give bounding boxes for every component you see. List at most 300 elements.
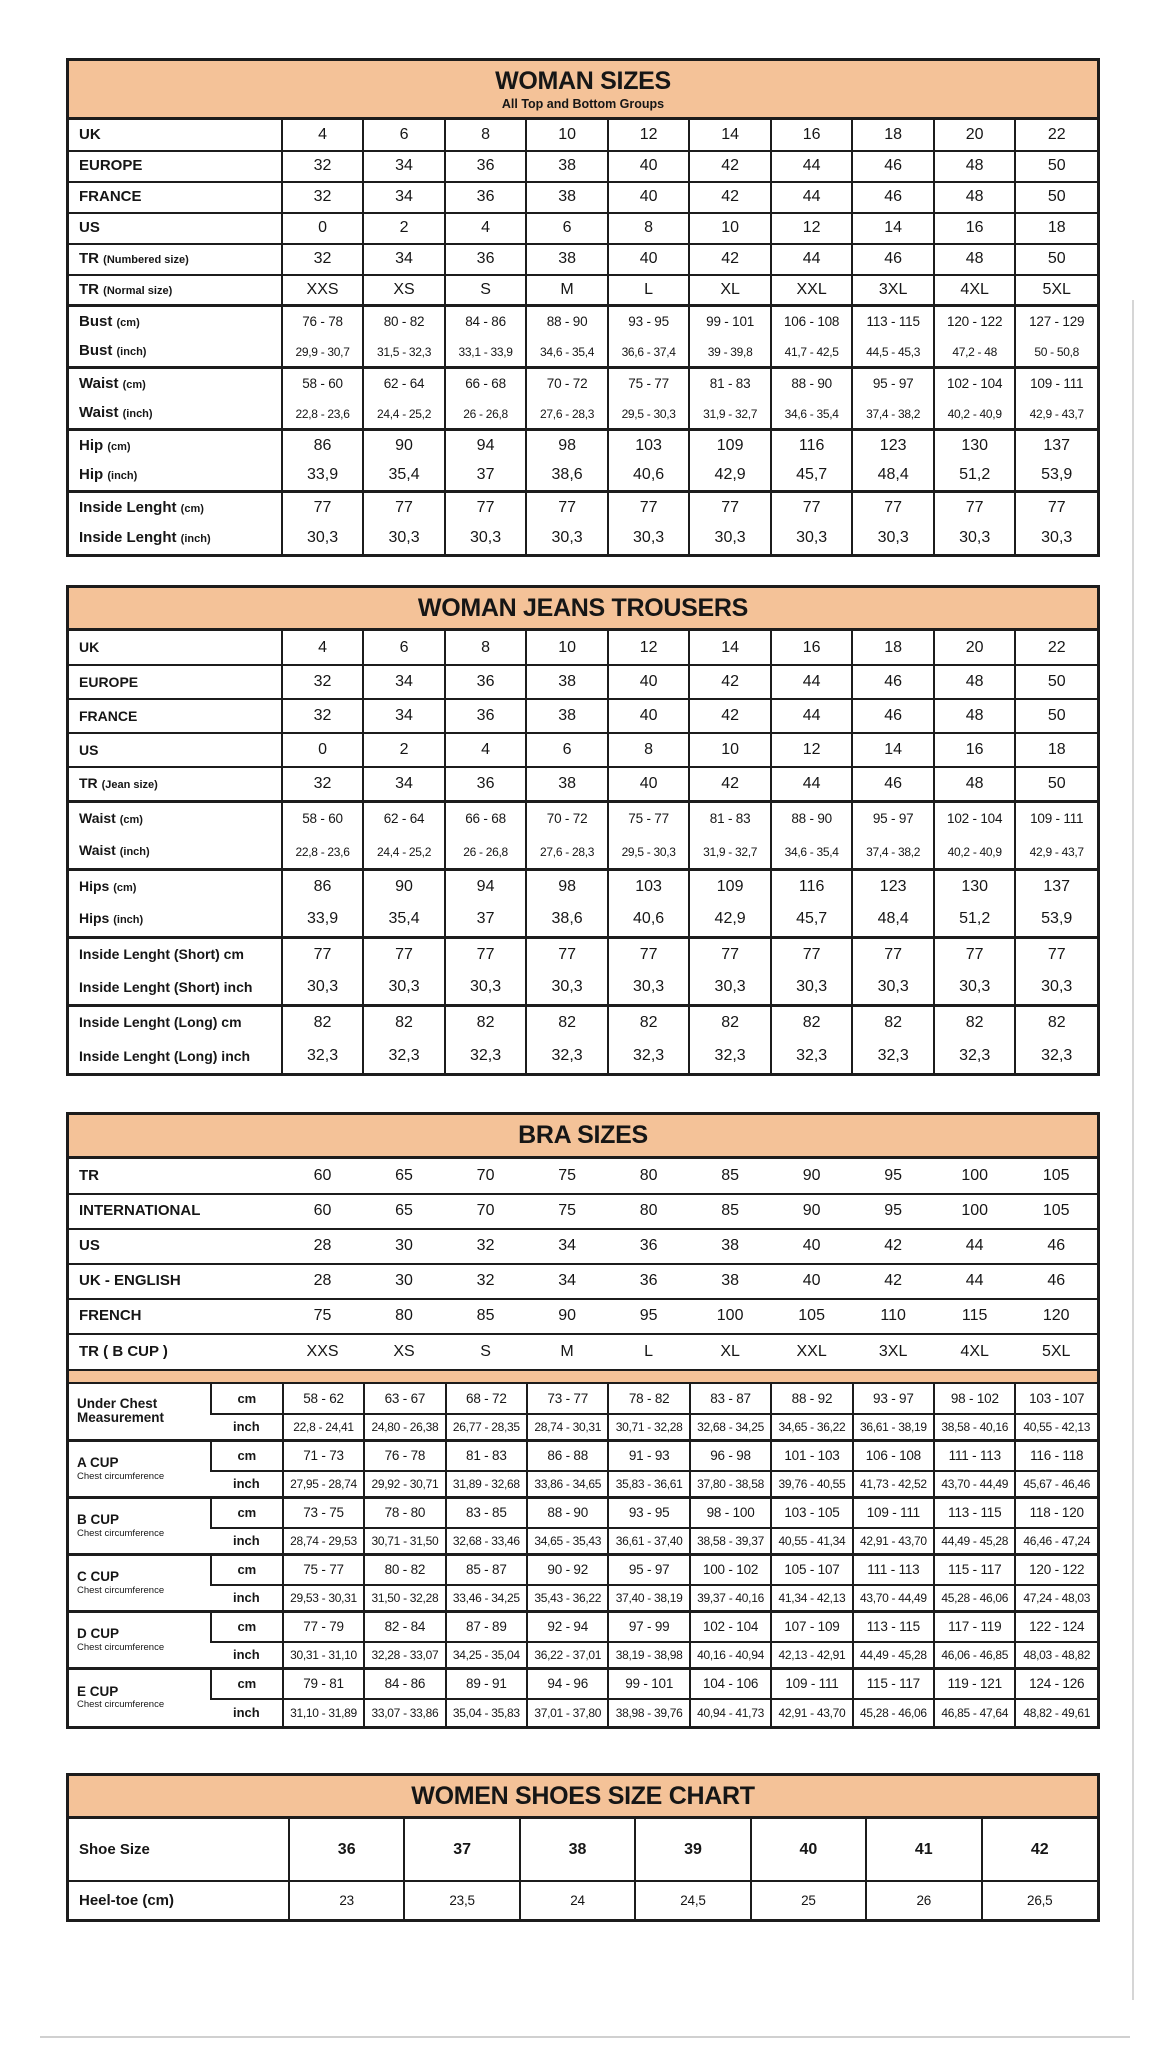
value-text: 34 [395, 157, 413, 174]
value-cell [446, 1414, 527, 1441]
value-cell [445, 306, 527, 337]
value-cell [446, 1585, 527, 1612]
value-cell [363, 523, 445, 554]
value-cell [852, 275, 934, 306]
value-text: 30,3 [551, 978, 583, 996]
value-cell [934, 399, 1016, 430]
value-text: 40 [639, 157, 658, 174]
value-text: 31,9 - 32,7 [703, 844, 758, 859]
value-cell [527, 1555, 608, 1585]
value-cell [282, 1194, 364, 1229]
table-row [69, 801, 1097, 835]
unit-cell: cm [211, 1441, 283, 1471]
value-cell [445, 869, 527, 903]
value-cell [445, 631, 527, 665]
value-text: 30,3 [551, 529, 583, 546]
value-cell [282, 767, 364, 801]
row-label-text: Hips [79, 877, 110, 894]
row-label-note: (cm) [107, 440, 131, 453]
value-cell [771, 869, 853, 903]
value-cell [527, 1441, 608, 1471]
scan-edge-artifact [1132, 300, 1134, 2000]
table-row [69, 461, 1097, 492]
value-cell [771, 733, 853, 767]
value-text: 37 [476, 910, 495, 928]
value-cell [852, 767, 934, 801]
value-cell [771, 903, 853, 937]
value-cell [689, 213, 771, 244]
row-label-text: US [79, 1237, 100, 1255]
value-text: 85 [721, 1202, 740, 1219]
value-cell [934, 733, 1016, 767]
value-text: 120 - 122 [1029, 1562, 1085, 1578]
value-text: 36 [476, 774, 495, 792]
value-cell [527, 1414, 608, 1441]
value-text: 31,50 - 32,28 [371, 1591, 439, 1606]
value-text: 12 [802, 219, 821, 236]
value-cell [363, 461, 445, 492]
value-cell [934, 971, 1016, 1005]
value-text: 89 - 91 [466, 1676, 507, 1692]
value-text: 62 - 64 [383, 376, 425, 392]
value-cell [934, 523, 1016, 554]
value-text: 58 - 60 [302, 376, 343, 392]
value-cell [771, 1414, 852, 1441]
value-text: 40,55 - 41,34 [778, 1534, 846, 1549]
row-label-text: TR ( B CUP ) [79, 1342, 168, 1360]
value-text: 77 [965, 498, 984, 516]
value-text: 53,9 [1041, 910, 1073, 928]
value-text: 26,5 [1027, 1893, 1053, 1908]
value-text: 40 [639, 673, 658, 690]
value-text: 32,68 - 33,46 [452, 1534, 520, 1549]
value-text: 48 [965, 250, 984, 267]
value-text: 38 [721, 1272, 740, 1289]
value-cell [771, 399, 853, 430]
value-cell [608, 430, 690, 461]
value-text: 44 [802, 707, 821, 724]
value-text: 43,70 - 44,49 [941, 1477, 1009, 1492]
value-text: 115 - 117 [948, 1562, 1002, 1578]
value-cell [445, 1334, 527, 1369]
table-row [69, 182, 1097, 213]
value-text: 30,3 [796, 529, 828, 546]
value-cell [771, 1384, 852, 1414]
value-cell [363, 492, 445, 523]
value-cell [282, 399, 364, 430]
value-cell [363, 430, 445, 461]
value-cell [282, 937, 364, 971]
value-text: 113 - 115 [866, 314, 920, 330]
value-text: 35,4 [388, 910, 420, 928]
value-cell [689, 971, 771, 1005]
value-cell [689, 869, 771, 903]
value-cell [1015, 1498, 1097, 1528]
value-cell [527, 1699, 608, 1726]
value-cell [689, 1194, 771, 1229]
row-label [69, 1612, 211, 1669]
value-text: 30,3 [1041, 529, 1073, 546]
value-cell [1015, 1699, 1097, 1726]
value-cell [526, 903, 608, 937]
bra-sizes-grid [69, 1159, 1097, 1726]
value-cell [852, 733, 934, 767]
value-text: 40 [639, 188, 658, 205]
row-label-text: Inside Lenght [79, 498, 177, 516]
value-cell [934, 182, 1016, 213]
value-cell [282, 869, 364, 903]
value-cell [771, 120, 853, 151]
row-label [69, 1005, 282, 1039]
value-cell [282, 903, 364, 937]
value-text: 90 [395, 877, 413, 895]
value-cell [852, 492, 934, 523]
row-label-text: Inside Lenght (Long) inch [79, 1047, 251, 1064]
value-text: 40 [802, 1272, 821, 1289]
value-text: 10 [558, 638, 576, 656]
value-cell [608, 1555, 689, 1585]
row-label-text: US [79, 741, 99, 758]
value-text: 28,74 - 29,53 [290, 1534, 357, 1549]
value-cell [282, 306, 364, 337]
value-cell [1015, 835, 1097, 869]
row-label-text: C CUP [77, 1569, 120, 1585]
value-text: 95 - 97 [628, 1562, 670, 1578]
value-text: 77 [721, 945, 740, 963]
row-label [69, 1159, 282, 1194]
value-text: 16 [965, 741, 984, 758]
value-cell [526, 1194, 608, 1229]
row-label [69, 1441, 211, 1498]
value-cell [445, 665, 527, 699]
unit-cell: inch [211, 1642, 283, 1669]
value-cell [1015, 1585, 1097, 1612]
value-text: 32,3 [633, 1047, 665, 1064]
row-label [69, 1264, 282, 1299]
value-text: 38 [721, 1237, 740, 1254]
row-label-text: FRANCE [79, 707, 138, 724]
value-cell [771, 1498, 852, 1528]
row-label [69, 733, 282, 767]
value-text: 77 [1047, 945, 1066, 963]
value-cell [608, 523, 690, 554]
value-cell [445, 368, 527, 399]
value-cell [446, 1699, 527, 1726]
value-text: 6 [399, 125, 409, 143]
row-label [69, 971, 282, 1005]
value-text: 30 [395, 1237, 413, 1254]
value-cell [526, 120, 608, 151]
value-text: 53,9 [1041, 466, 1073, 484]
value-cell [445, 801, 527, 835]
unit-cell: inch [211, 1585, 283, 1612]
value-text: 43,70 - 44,49 [859, 1591, 927, 1606]
value-cell [445, 733, 527, 767]
value-text: 36 [639, 1237, 658, 1254]
value-text: 106 - 108 [865, 1448, 921, 1464]
value-cell [282, 213, 364, 244]
value-text: 0 [318, 741, 327, 758]
value-text: 80 [395, 1307, 413, 1324]
value-text: 46 [884, 157, 903, 174]
value-text: 45,28 - 46,06 [859, 1706, 927, 1720]
value-text: 75 - 77 [628, 376, 669, 392]
value-text: 2 [399, 219, 409, 236]
value-text: 92 - 94 [547, 1619, 589, 1635]
table-row [69, 971, 1097, 1005]
table-row [69, 1881, 1097, 1919]
value-cell [852, 306, 934, 337]
value-cell [771, 244, 853, 275]
value-cell [608, 699, 690, 733]
table-row [69, 1555, 1097, 1585]
value-text: 36,6 - 37,4 [621, 344, 676, 359]
value-cell [283, 1441, 364, 1471]
row-label-text: US [79, 219, 100, 237]
value-cell [282, 523, 364, 554]
table-row [69, 1384, 1097, 1414]
value-text: 30,71 - 31,50 [371, 1534, 439, 1549]
value-text: XXS [306, 280, 339, 298]
value-cell [1015, 151, 1097, 182]
value-text: 44 [802, 188, 821, 205]
value-text: 35,43 - 36,22 [534, 1591, 602, 1606]
row-label [69, 937, 282, 971]
value-text: 77 [639, 498, 658, 516]
value-text: 10 [721, 741, 740, 758]
value-text: 27,95 - 28,74 [290, 1477, 357, 1492]
value-cell [771, 937, 853, 971]
value-cell [934, 213, 1016, 244]
row-label-text: EUROPE [79, 157, 143, 175]
value-text: 95 [884, 1166, 903, 1184]
row-label [69, 1334, 282, 1369]
value-text: 31,10 - 31,89 [290, 1706, 357, 1720]
value-cell [282, 733, 364, 767]
value-text: 0 [318, 219, 327, 236]
value-text: 46 [1047, 1237, 1066, 1254]
value-text: 95 [639, 1307, 658, 1324]
value-cell [526, 1159, 608, 1194]
value-cell [690, 1498, 771, 1528]
value-cell [934, 1471, 1015, 1498]
value-text: 27,6 - 28,3 [540, 844, 595, 859]
value-cell [608, 1039, 690, 1073]
value-cell [771, 1699, 852, 1726]
value-text: 85 [721, 1166, 740, 1184]
value-cell [363, 120, 445, 151]
value-cell [608, 1299, 690, 1334]
value-cell [363, 1005, 445, 1039]
value-text: 34,65 - 36,22 [778, 1420, 846, 1435]
value-text: 46 [884, 774, 903, 792]
value-text: 32 [313, 188, 332, 205]
value-text: 84 - 86 [465, 314, 506, 330]
value-text: 12 [802, 741, 821, 758]
value-cell [608, 120, 690, 151]
woman-sizes-grid [69, 120, 1097, 554]
value-cell [526, 182, 608, 213]
value-cell [445, 430, 527, 461]
row-label [69, 801, 282, 835]
table-row [69, 733, 1097, 767]
value-cell [608, 1441, 689, 1471]
value-cell [852, 368, 934, 399]
value-text: 83 - 85 [466, 1505, 507, 1521]
value-cell [771, 461, 853, 492]
value-text: 38 [558, 157, 576, 174]
value-cell [445, 971, 527, 1005]
value-text: 4 [481, 741, 491, 758]
value-text: 31,5 - 32,3 [377, 344, 432, 359]
value-cell [934, 1528, 1015, 1555]
value-text: 123 [879, 436, 907, 454]
unit-cell: inch [211, 1528, 283, 1555]
value-text: 76 - 78 [384, 1448, 426, 1464]
value-cell [689, 306, 771, 337]
value-text: 116 - 118 [1030, 1448, 1084, 1464]
value-text: 30,3 [1041, 978, 1073, 996]
value-cell [934, 430, 1016, 461]
value-text: 32,3 [470, 1047, 502, 1064]
value-text: 30,3 [959, 978, 991, 996]
value-text: 77 [721, 498, 740, 516]
table-row [69, 631, 1097, 665]
value-text: 79 - 81 [303, 1676, 344, 1692]
row-label-note: (inch) [180, 533, 211, 546]
value-text: 75 - 77 [628, 811, 669, 827]
value-cell [689, 461, 771, 492]
value-text: 110 [880, 1307, 906, 1324]
value-text: 115 [961, 1307, 988, 1324]
row-sublabel: Chest circumference [77, 1584, 165, 1596]
value-cell [526, 213, 608, 244]
value-text: 85 - 87 [466, 1562, 507, 1578]
value-text: 12 [639, 638, 658, 656]
table-row [69, 699, 1097, 733]
value-text: 31,89 - 32,68 [452, 1477, 520, 1492]
value-text: 105 [1042, 1166, 1070, 1184]
value-cell [608, 368, 690, 399]
value-text: 115 - 117 [866, 1676, 920, 1692]
value-text: 18 [1047, 219, 1066, 236]
value-cell [771, 1441, 852, 1471]
value-cell [526, 733, 608, 767]
value-text: 22,8 - 23,6 [295, 844, 350, 859]
value-text: 6 [562, 741, 572, 758]
value-text: 5XL [1041, 1342, 1071, 1360]
value-text: 34,25 - 35,04 [452, 1648, 520, 1663]
value-cell [689, 937, 771, 971]
value-cell [364, 1612, 445, 1642]
value-cell [446, 1528, 527, 1555]
value-cell [445, 1264, 527, 1299]
row-label-text: D CUP [77, 1626, 120, 1642]
women-shoes-title: WOMEN SHOES SIZE CHART [411, 1781, 755, 1810]
value-text: 39,76 - 40,55 [778, 1477, 846, 1492]
value-cell [1015, 767, 1097, 801]
value-text: 38,58 - 39,37 [697, 1534, 764, 1549]
table-row [69, 492, 1097, 523]
row-label-note: (inch) [116, 346, 147, 359]
value-cell [1015, 1005, 1097, 1039]
value-cell [689, 835, 771, 869]
value-cell [608, 1229, 690, 1264]
row-label-text: TR [79, 280, 99, 298]
value-text: 30,3 [877, 529, 909, 546]
table-row [69, 835, 1097, 869]
value-cell [608, 399, 690, 430]
value-text: 77 [558, 498, 576, 516]
value-text: 35,4 [388, 466, 420, 484]
value-cell [608, 801, 690, 835]
value-text: 73 - 77 [547, 1390, 589, 1406]
value-cell [1015, 631, 1097, 665]
value-text: 60 [313, 1202, 332, 1219]
value-text: 82 [965, 1013, 984, 1031]
value-text: 8 [644, 741, 654, 758]
value-text: 77 [884, 498, 903, 516]
value-text: 63 - 67 [384, 1390, 426, 1406]
value-cell [852, 835, 934, 869]
value-text: XL [720, 1342, 740, 1360]
value-text: 32 [313, 774, 332, 792]
value-cell [520, 1881, 635, 1919]
value-cell [1015, 1384, 1097, 1414]
value-text: 14 [721, 125, 740, 143]
table-row [69, 306, 1097, 337]
value-text: 28 [313, 1272, 332, 1289]
value-text: 82 [884, 1013, 903, 1031]
value-cell [526, 1264, 608, 1299]
value-cell [608, 1528, 689, 1555]
value-cell [934, 835, 1016, 869]
value-cell [363, 1229, 445, 1264]
value-cell [771, 337, 853, 368]
value-cell [608, 213, 690, 244]
value-text: 45,67 - 46,46 [1023, 1477, 1091, 1492]
value-text: 82 [313, 1013, 332, 1031]
value-text: 103 - 107 [1029, 1390, 1085, 1406]
value-cell [1015, 1471, 1097, 1498]
value-cell [690, 1555, 771, 1585]
value-cell [526, 869, 608, 903]
unit-cell: cm [211, 1384, 283, 1414]
value-cell [852, 631, 934, 665]
value-text: 70 [476, 1202, 495, 1219]
value-cell [527, 1669, 608, 1699]
value-text: 48,03 - 48,82 [1023, 1648, 1091, 1663]
value-cell [771, 1005, 853, 1039]
value-text: 23 [339, 1893, 354, 1908]
value-text: 90 [558, 1307, 576, 1324]
value-text: 42,9 - 43,7 [1029, 406, 1084, 421]
value-cell [282, 1264, 364, 1299]
woman-jeans-table [69, 631, 1097, 1073]
value-text: 42,9 [714, 466, 746, 484]
value-cell [1015, 1642, 1097, 1669]
value-cell [771, 1159, 853, 1194]
value-cell [771, 1194, 853, 1229]
value-cell [852, 337, 934, 368]
row-label-text: Waist [79, 374, 119, 392]
value-cell [363, 306, 445, 337]
woman-sizes-header [69, 61, 1097, 120]
value-cell [282, 1334, 364, 1369]
value-cell [363, 1194, 445, 1229]
value-cell [608, 461, 690, 492]
value-text: 4 [318, 125, 327, 143]
